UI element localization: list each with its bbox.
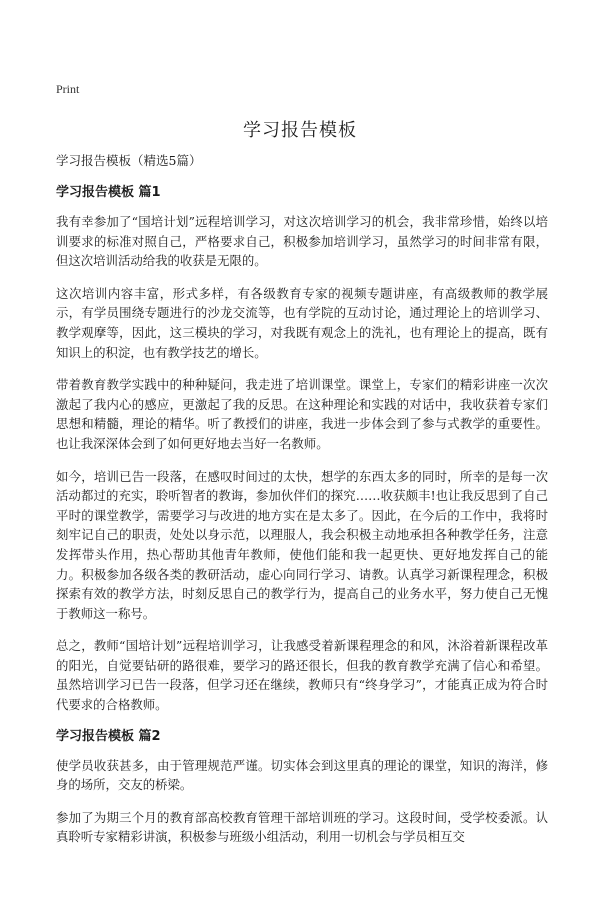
document-body (56, 152, 548, 860)
paragraph: 我有幸参加了“国培计划”远程培训学习，对这次培训学习的机会，我非常珍惜，始终以培训要求的标准对照自己，严格要求自己，积极参加培训学习，虽然学习的时间非常有限，但这次培训活动给我的收获是无限的。 (56, 214, 548, 269)
print-label: Print (56, 82, 80, 96)
paragraph: 使学员收获甚多，由于管理规范严谨。切实体会到这里真的理论的课堂，知识的海洋，修身的场所，交友的桥梁。 (56, 757, 548, 793)
section-heading: 学习报告模板 篇1 (56, 185, 161, 200)
section-1 (56, 184, 548, 715)
paragraph: 参加了为期三个月的教育部高校教育管理干部培训班的学习。这段时间，受学校委派。认真聆听专家精彩讲演，积极参与班级小组活动，利用一切机会与学员相互交 (56, 809, 548, 845)
section-2 (56, 728, 548, 847)
paragraph: 这次培训内容丰富，形式多样，有各级教育专家的视频专题讲座，有高级教师的教学展示，有学员围绕专题进行的沙龙交流等，也有学院的互动讨论，通过理论上的培训学习、教学观摩等，因此，这三模块的学习，对我既有观念上的洗礼，也有理论上的提高，既有知识上的积淀，也有教学技艺的增长。 (56, 285, 548, 360)
paragraph: 如今，培训已告一段落，在感叹时间过的太快，想学的东西太多的同时，所幸的是每一次活动都过的充实，聆听智者的教诲，参加伙伴们的探究……收获颇丰!也让我反思到了自己平时的课堂教学，需要学习与改进的地方实在是太多了。因此，在今后的工作中，我将时刻牢记自己的职责，处处以身示范，以理服人，我会积极主动地承担各种教学任务，注意发挥带头作用，热心帮助其他青年教师，使他们能和我一起更快、更好地发挥自己的能力。积极参加各级各类的教研活动，虚心向同行学习、请教。认真学习新课程理念，积极探索有效的教学方法，时刻反思自己的教学行为，提高自己的业务水平，努力使自己无愧于教师这一称号。 (56, 468, 548, 621)
paragraph: 带着教育教学实践中的种种疑问，我走进了培训课堂。课堂上，专家们的精彩讲座一次次激起了我内心的感应，更激起了我的反思。在这种理论和实践的对话中，我收获着专家们思想和精髓，理论的精华。听了教授们的讲座，我进一步体会到了参与式教学的重要性。也让我深深体会到了如何更好地去当好一名教师。 (56, 377, 548, 451)
paragraph: 总之，教师“国培计划”远程培训学习，让我感受着新课程理念的和风，沐浴着新课程改革的阳光，自觉要钻研的路很难，要学习的路还很长，但我的教育教学充满了信心和希望。虽然培训学习已告一段落，但学习还在继续，教师只有“终身学习”，才能真正成为符合时代要求的合格教师。 (56, 638, 548, 713)
document-subtitle: 学习报告模板（精选5篇） (56, 153, 202, 168)
section-heading: 学习报告模板 篇2 (56, 728, 161, 744)
document-title: 学习报告模板 (243, 120, 357, 141)
